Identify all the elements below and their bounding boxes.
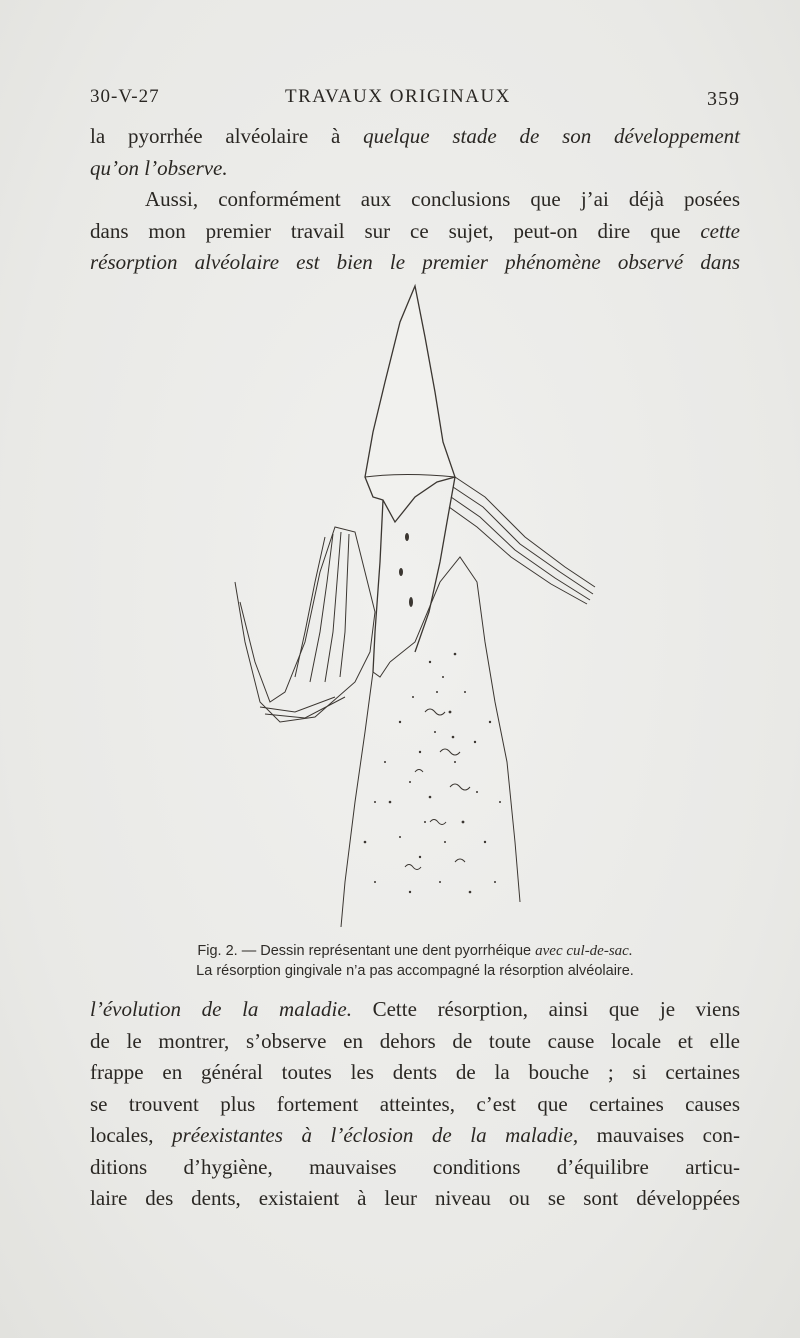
page-number: 359 [707, 88, 740, 110]
header-section-title: TRAVAUX ORIGINAUX [285, 86, 511, 107]
gingiva-right [449, 477, 595, 604]
caption-line: La résorption gingivale n’a pas accompagné la résorption alvéolaire. [196, 963, 634, 979]
text-line: résorption alvéolaire est bien le premier phénomène observé dans [90, 250, 740, 274]
tooth-crown [365, 286, 455, 522]
text-line: se trouvent plus fortement atteintes, c’est que certaines causes [90, 1091, 740, 1116]
top-paragraph [90, 121, 740, 279]
text-line: l’évolution de la maladie. Cette résorption, ainsi que je viens [90, 997, 740, 1021]
text-line: la pyorrhée alvéolaire à quelque stade de son développement [90, 124, 740, 148]
text-line: dans mon premier travail sur ce sujet, peut-on dire que cette [90, 218, 740, 243]
figure-caption [90, 941, 740, 981]
alveolar-bone [390, 557, 520, 902]
text-line: qu’on l’observe. [90, 155, 228, 180]
header-date: 30-V-27 [90, 86, 160, 107]
text-line: frappe en général toutes les dents de la bouche ; si certaines [90, 1060, 740, 1084]
text-line: de le montrer, s’observe en dehors de toute cause locale et elle [90, 1028, 740, 1053]
caption-line: Fig. 2. — Dessin représentant une dent pyorrhéique avec cul-de-sac. [197, 943, 633, 959]
bottom-paragraph [90, 994, 740, 1215]
tooth-illustration [215, 282, 605, 932]
running-head [90, 86, 740, 116]
text-line: laire des dents, existaient à leur niveau ou se sont développées [90, 1186, 740, 1210]
text-line: locales, préexistantes à l’éclosion de la maladie, mauvaises con- [90, 1123, 740, 1147]
text-line: Aussi, conformément aux conclusions que j’ai déjà posées [145, 187, 740, 211]
bone-stippling [364, 653, 501, 894]
text-line: ditions d’hygiène, mauvaises conditions d’équilibre articu- [90, 1154, 740, 1179]
bone-trabeculae [405, 709, 470, 870]
gingiva-left [235, 527, 375, 722]
